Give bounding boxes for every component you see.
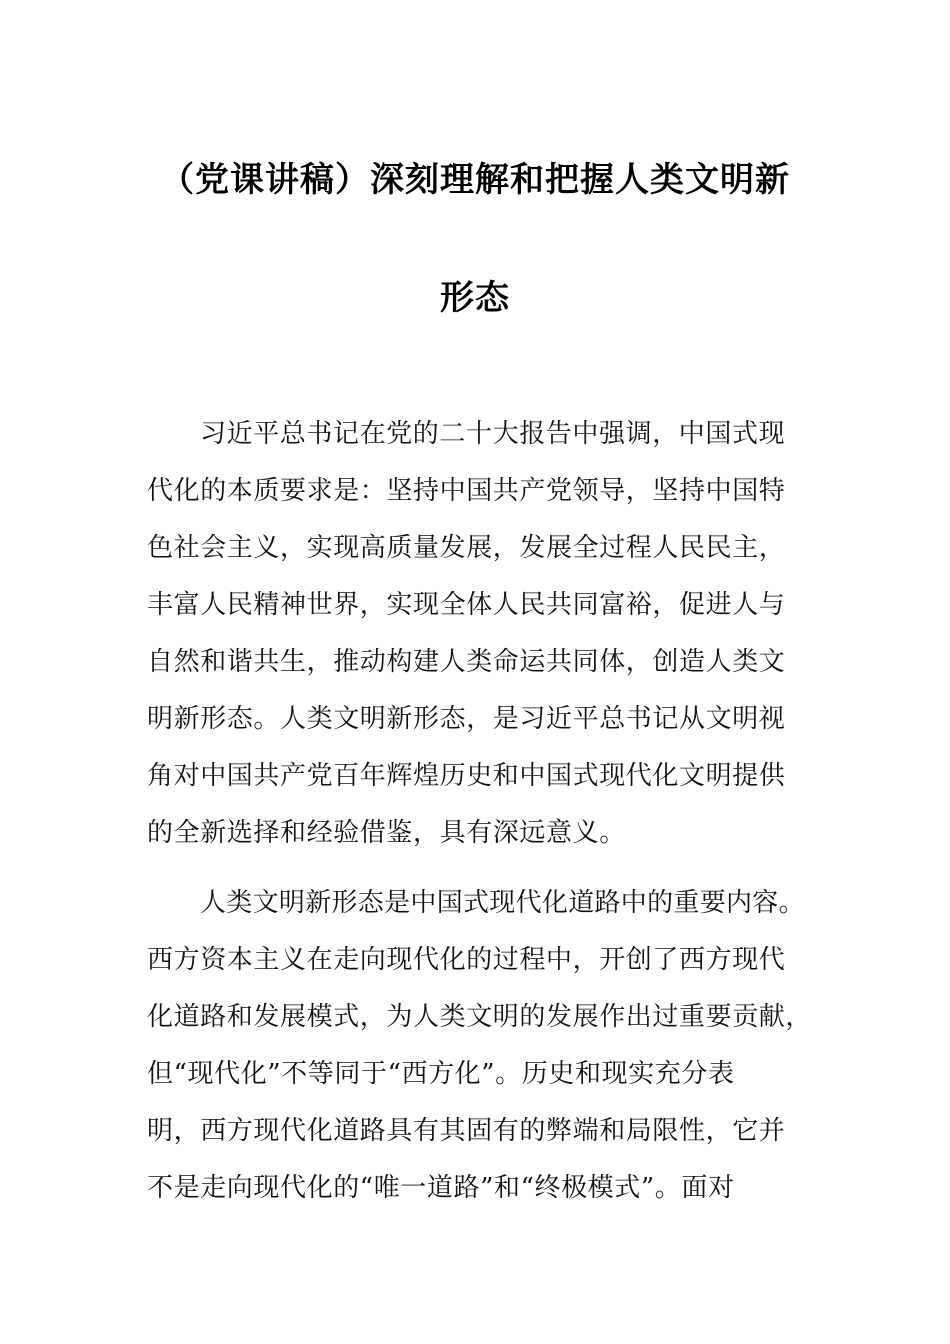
paragraph-1-line-8: 的全新选择和经验借鉴，具有深远意义。 bbox=[147, 818, 626, 848]
paragraph-1-line-3: 色社会主义，实现高质量发展，发展全过程人民民主， bbox=[147, 533, 786, 563]
paragraph-2-line-6: 不是走向现代化的“唯一道路”和“终极模式”。面对 bbox=[147, 1173, 735, 1203]
paragraph-1-line-7: 角对中国共产党百年辉煌历史和中国式现代化文明提供 bbox=[147, 761, 786, 791]
paragraph-2-lead-sentence: 人类文明新形态是中国式现代化道路中的重要内容。 bbox=[200, 888, 805, 918]
paragraph-2-line-3: 化道路和发展模式，为人类文明的发展作出过重要贡献， bbox=[147, 1002, 813, 1032]
paragraph-1-line-1: 习近平总书记在党的二十大报告中强调，中国式现 bbox=[200, 419, 786, 449]
paragraph-1-line-6: 明新形态。人类文明新形态，是习近平总书记从文明视 bbox=[147, 704, 786, 734]
paragraph-2-line-2: 西方资本主义在走向现代化的过程中，开创了西方现代 bbox=[147, 945, 786, 975]
document-title-line-1: （党课讲稿）深刻理解和把握人类文明新 bbox=[160, 160, 790, 200]
paragraph-1-line-2: 代化的本质要求是：坚持中国共产党领导，坚持中国特 bbox=[147, 476, 786, 506]
paragraph-1-line-4: 丰富人民精神世界，实现全体人民共同富裕，促进人与 bbox=[147, 590, 786, 620]
paragraph-2-line-4: 但“现代化”不等同于“西方化”。历史和现实充分表 bbox=[147, 1059, 735, 1089]
paragraph-1-line-5: 自然和谐共生，推动构建人类命运共同体，创造人类文 bbox=[147, 647, 786, 677]
paragraph-2-line-5: 明，西方现代化道路具有其固有的弊端和局限性，它并 bbox=[147, 1116, 786, 1146]
document-title-line-2: 形态 bbox=[440, 278, 510, 318]
